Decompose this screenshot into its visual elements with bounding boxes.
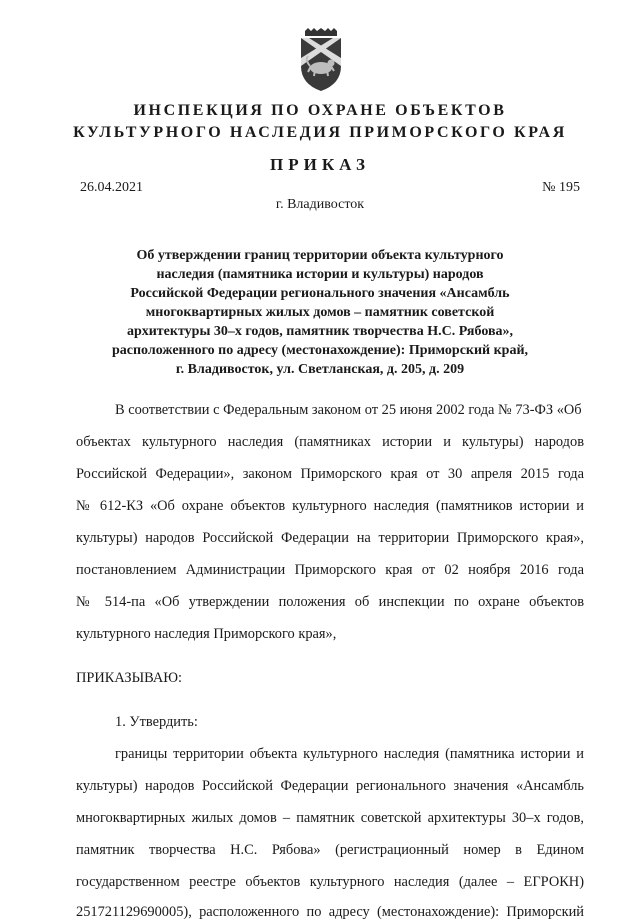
subject-line: наследия (памятника истории и культуры) народов — [156, 267, 484, 282]
order-number: № 195 — [542, 180, 580, 195]
item-1-line: государственном реестре объектов культурного наследия (далее – ЕГРОКН) — [76, 874, 584, 890]
order-subject — [0, 246, 640, 379]
preamble-line: В соответствии с Федеральным законом от 25 июня 2002 года № 73-ФЗ «Об — [115, 402, 582, 418]
subject-line: многоквартирных жилых домов – памятник советской — [145, 305, 495, 320]
preamble-line: культуры) народов Российской Федерации на территории Приморского края», — [76, 530, 584, 546]
subject-line: расположенного по адресу (местонахождение): Приморский край, — [111, 343, 529, 358]
item-1-line: культуры) народов Российской Федерации регионального значения «Ансамбль — [76, 778, 584, 794]
preamble-line: № 514-па «Об утверждении положения об инспекции по охране объектов — [76, 594, 584, 610]
order-title: ПРИКАЗ — [270, 155, 370, 174]
subject-line: архитектуры 30–х годов, памятник творчества Н.С. Рябова», — [126, 324, 514, 339]
subject-line: Об утверждении границ территории объекта культурного — [136, 248, 504, 263]
agency-name-line-2: КУЛЬТУРНОГО НАСЛЕДИЯ ПРИМОРСКОГО КРАЯ — [73, 124, 567, 141]
item-1-heading: 1. Утвердить: — [115, 714, 198, 730]
preamble-line: постановлением Администрации Приморского края от 02 ноября 2016 года — [76, 562, 584, 578]
item-1-line: памятник творчества Н.С. Рябова» (регистрационный номер в Едином — [76, 842, 584, 858]
item-1-line: многоквартирных жилых домов – памятник советской архитектуры 30–х годов, — [76, 810, 584, 826]
order-date: 26.04.2021 — [80, 180, 143, 195]
item-1-line: границы территории объекта культурного наследия (памятника истории и — [115, 746, 584, 762]
order-word: ПРИКАЗЫВАЮ: — [76, 670, 183, 686]
preamble-line: культурного наследия Приморского края», — [76, 626, 337, 642]
coat-of-arms-emblem — [296, 28, 346, 92]
agency-name-line-1: ИНСПЕКЦИЯ ПО ОХРАНЕ ОБЪЕКТОВ — [133, 102, 507, 119]
order-city: г. Владивосток — [275, 197, 365, 212]
subject-line: Российской Федерации регионального значения «Ансамбль — [130, 286, 510, 301]
preamble-line: объектах культурного наследия (памятниках истории и культуры) народов — [76, 434, 584, 450]
preamble-line: № 612-КЗ «Об охране объектов культурного наследия (памятников истории и — [76, 498, 584, 514]
preamble-line: Российской Федерации», законом Приморского края от 30 апреля 2015 года — [76, 466, 584, 482]
subject-line: г. Владивосток, ул. Светланская, д. 205, д. 209 — [175, 362, 465, 377]
item-1-line: 251721129690005), расположенного по адресу (местонахождение): Приморский — [76, 904, 584, 920]
